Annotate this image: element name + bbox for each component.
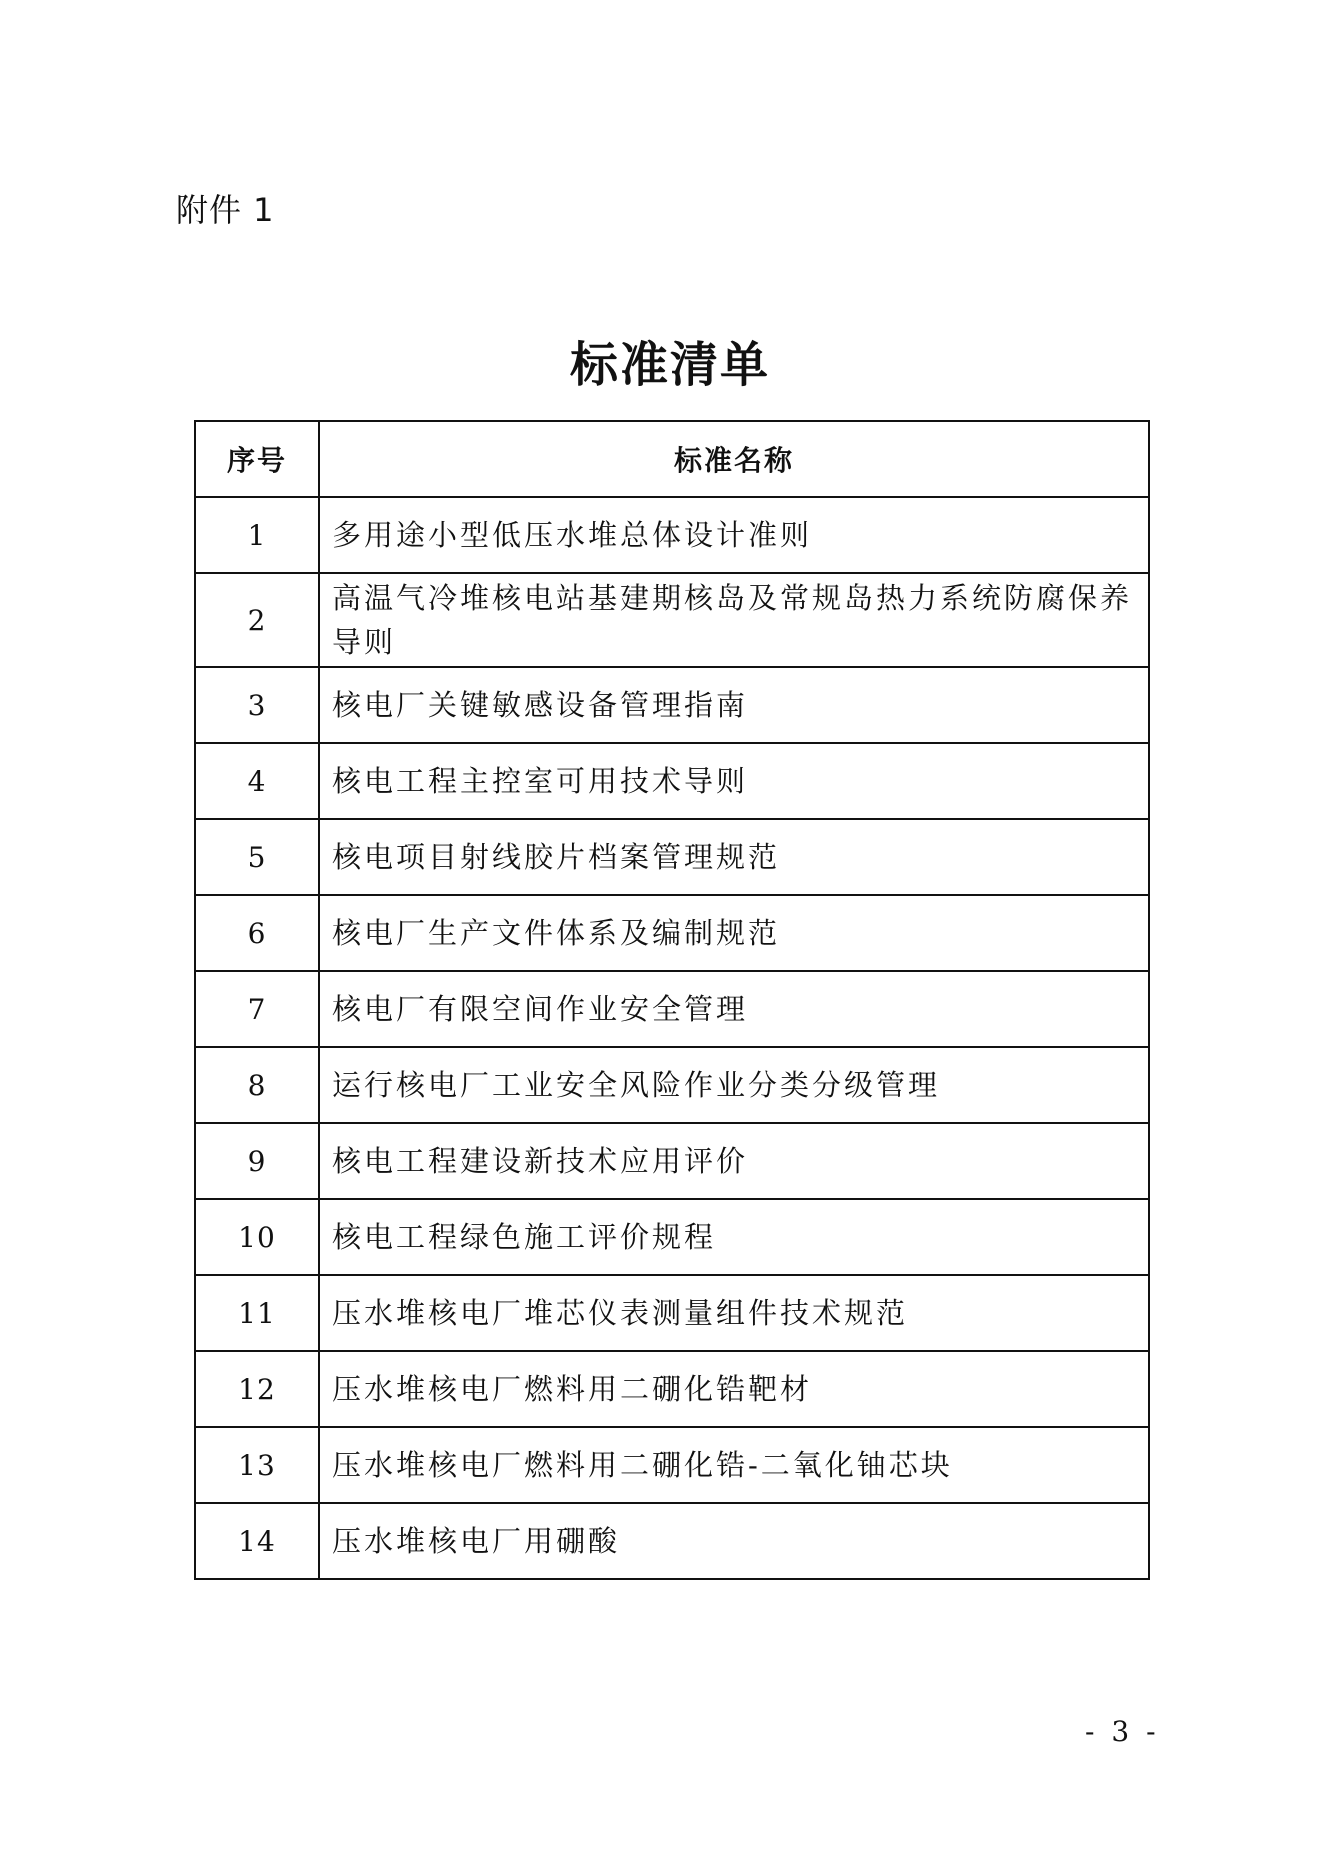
table-row [195, 971, 1149, 1047]
table-row [195, 1047, 1149, 1123]
table-row [195, 497, 1149, 573]
table-header-row [195, 421, 1149, 497]
row-serial-number: 13 [195, 1427, 319, 1503]
row-serial-number: 9 [195, 1123, 319, 1199]
row-standard-name: 压水堆核电厂燃料用二硼化锆靶材 [319, 1351, 1149, 1427]
row-serial-number: 12 [195, 1351, 319, 1427]
row-serial-number: 5 [195, 819, 319, 895]
header-serial-number: 序号 [195, 421, 319, 497]
row-standard-name: 运行核电厂工业安全风险作业分类分级管理 [319, 1047, 1149, 1123]
row-serial-number: 7 [195, 971, 319, 1047]
row-serial-number: 3 [195, 667, 319, 743]
table-row [195, 1427, 1149, 1503]
table-row [195, 1123, 1149, 1199]
row-serial-number: 4 [195, 743, 319, 819]
row-serial-number: 1 [195, 497, 319, 573]
table-row [195, 573, 1149, 667]
row-standard-name: 核电工程建设新技术应用评价 [319, 1123, 1149, 1199]
row-standard-name: 核电工程主控室可用技术导则 [319, 743, 1149, 819]
row-standard-name: 核电项目射线胶片档案管理规范 [319, 819, 1149, 895]
row-standard-name: 高温气冷堆核电站基建期核岛及常规岛热力系统防腐保养导则 [319, 573, 1149, 667]
document-title: 标准清单 [569, 337, 770, 393]
page-number: - 3 - [1085, 1715, 1160, 1748]
row-standard-name: 压水堆核电厂用硼酸 [319, 1503, 1149, 1579]
row-standard-name: 核电厂有限空间作业安全管理 [319, 971, 1149, 1047]
row-serial-number: 11 [195, 1275, 319, 1351]
standards-table [194, 420, 1150, 1580]
row-serial-number: 10 [195, 1199, 319, 1275]
row-serial-number: 8 [195, 1047, 319, 1123]
row-standard-name: 核电厂生产文件体系及编制规范 [319, 895, 1149, 971]
header-standard-name: 标准名称 [319, 421, 1149, 497]
row-standard-name: 多用途小型低压水堆总体设计准则 [319, 497, 1149, 573]
row-serial-number: 14 [195, 1503, 319, 1579]
table-row [195, 895, 1149, 971]
row-standard-name: 压水堆核电厂燃料用二硼化锆-二氧化铀芯块 [319, 1427, 1149, 1503]
row-serial-number: 6 [195, 895, 319, 971]
row-standard-name: 核电厂关键敏感设备管理指南 [319, 667, 1149, 743]
row-standard-name: 压水堆核电厂堆芯仪表测量组件技术规范 [319, 1275, 1149, 1351]
table-row [195, 743, 1149, 819]
table-row [195, 1199, 1149, 1275]
row-standard-name: 核电工程绿色施工评价规程 [319, 1199, 1149, 1275]
row-serial-number: 2 [195, 573, 319, 667]
table-row [195, 819, 1149, 895]
table-row [195, 1275, 1149, 1351]
table-row [195, 667, 1149, 743]
attachment-label: 附件 1 [176, 191, 275, 229]
table-row [195, 1351, 1149, 1427]
table-row [195, 1503, 1149, 1579]
